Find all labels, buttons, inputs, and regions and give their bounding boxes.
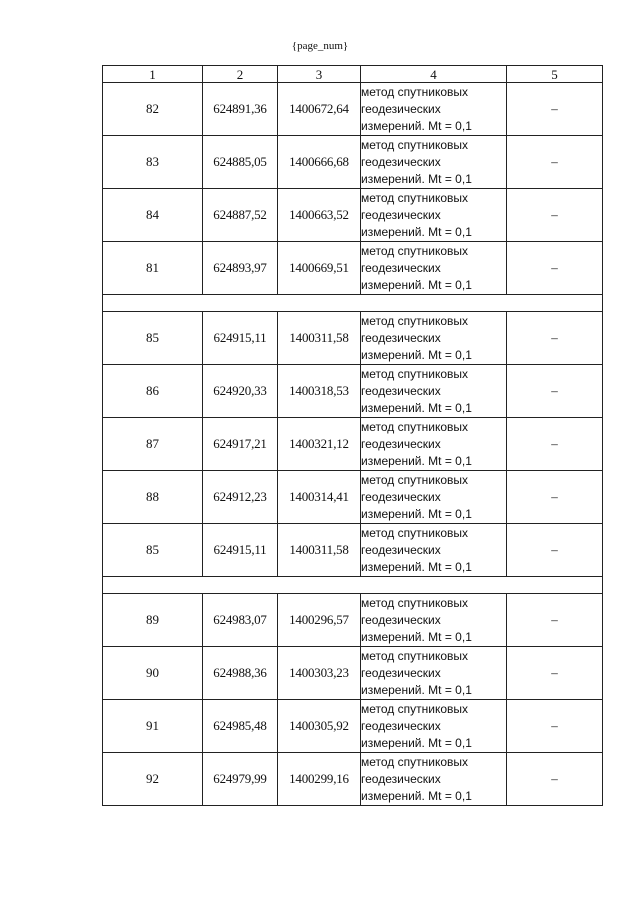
- point-number-cell: 81: [103, 242, 203, 295]
- y-coordinate-cell: 1400314,41: [278, 471, 361, 524]
- method-line: геодезических: [361, 436, 441, 451]
- method-cell: [361, 83, 507, 136]
- method-line: геодезических: [361, 330, 441, 345]
- page-number: {page_num}: [291, 40, 349, 52]
- method-cell: [361, 189, 507, 242]
- table-row: [103, 365, 603, 418]
- point-number-cell: 86: [103, 365, 203, 418]
- description-cell: –: [507, 365, 603, 418]
- header-col-4: 4: [361, 66, 507, 83]
- method-cell: [361, 524, 507, 577]
- description-cell: –: [507, 242, 603, 295]
- y-coordinate-cell: 1400303,23: [278, 647, 361, 700]
- method-line: измерений. Mt = 0,1: [361, 629, 472, 644]
- point-number-cell: 91: [103, 700, 203, 753]
- method-line: измерений. Mt = 0,1: [361, 559, 472, 574]
- header-col-2: 2: [203, 66, 278, 83]
- method-line: измерений. Mt = 0,1: [361, 277, 472, 292]
- method-cell: [361, 753, 507, 806]
- method-cell: [361, 365, 507, 418]
- description-cell: –: [507, 647, 603, 700]
- description-cell: –: [507, 594, 603, 647]
- table-row: [103, 700, 603, 753]
- table-row: [103, 471, 603, 524]
- method-line: геодезических: [361, 383, 441, 398]
- method-line: измерений. Mt = 0,1: [361, 682, 472, 697]
- y-coordinate-cell: 1400321,12: [278, 418, 361, 471]
- method-line: геодезических: [361, 207, 441, 222]
- x-coordinate-cell: 624983,07: [203, 594, 278, 647]
- method-line: геодезических: [361, 260, 441, 275]
- y-coordinate-cell: 1400311,58: [278, 524, 361, 577]
- point-number-cell: 83: [103, 136, 203, 189]
- description-cell: –: [507, 753, 603, 806]
- group-separator-cell: [103, 577, 603, 594]
- table-row: [103, 753, 603, 806]
- table-row: [103, 189, 603, 242]
- method-line: измерений. Mt = 0,1: [361, 788, 472, 803]
- x-coordinate-cell: 624988,36: [203, 647, 278, 700]
- y-coordinate-cell: 1400296,57: [278, 594, 361, 647]
- table-body: [103, 83, 603, 806]
- point-number-cell: 88: [103, 471, 203, 524]
- x-coordinate-cell: 624979,99: [203, 753, 278, 806]
- y-coordinate-cell: 1400305,92: [278, 700, 361, 753]
- method-line: метод спутниковых: [361, 595, 469, 610]
- y-coordinate-cell: 1400672,64: [278, 83, 361, 136]
- method-cell: [361, 700, 507, 753]
- header-col-1: 1: [103, 66, 203, 83]
- x-coordinate-cell: 624915,11: [203, 312, 278, 365]
- description-cell: –: [507, 136, 603, 189]
- description-cell: –: [507, 524, 603, 577]
- method-cell: [361, 471, 507, 524]
- y-coordinate-cell: 1400299,16: [278, 753, 361, 806]
- point-number-cell: 89: [103, 594, 203, 647]
- group-separator-row: [103, 577, 603, 594]
- description-cell: –: [507, 189, 603, 242]
- x-coordinate-cell: 624915,11: [203, 524, 278, 577]
- group-separator-row: [103, 295, 603, 312]
- method-line: метод спутниковых: [361, 366, 469, 381]
- table-row: [103, 83, 603, 136]
- method-cell: [361, 418, 507, 471]
- x-coordinate-cell: 624893,97: [203, 242, 278, 295]
- method-cell: [361, 594, 507, 647]
- x-coordinate-cell: 624887,52: [203, 189, 278, 242]
- description-cell: –: [507, 312, 603, 365]
- x-coordinate-cell: 624912,23: [203, 471, 278, 524]
- method-line: геодезических: [361, 101, 441, 116]
- method-line: метод спутниковых: [361, 84, 469, 99]
- point-number-cell: 84: [103, 189, 203, 242]
- description-cell: –: [507, 471, 603, 524]
- method-line: метод спутниковых: [361, 472, 469, 487]
- method-line: геодезических: [361, 489, 441, 504]
- point-number-cell: 87: [103, 418, 203, 471]
- y-coordinate-cell: 1400311,58: [278, 312, 361, 365]
- table-row: [103, 418, 603, 471]
- method-line: измерений. Mt = 0,1: [361, 118, 472, 133]
- method-line: метод спутниковых: [361, 190, 469, 205]
- method-line: метод спутниковых: [361, 701, 469, 716]
- x-coordinate-cell: 624891,36: [203, 83, 278, 136]
- point-number-cell: 85: [103, 524, 203, 577]
- method-line: геодезических: [361, 542, 441, 557]
- method-line: измерений. Mt = 0,1: [361, 347, 472, 362]
- header-col-3: 3: [278, 66, 361, 83]
- method-line: измерений. Mt = 0,1: [361, 400, 472, 415]
- method-line: метод спутниковых: [361, 137, 469, 152]
- method-cell: [361, 242, 507, 295]
- x-coordinate-cell: 624985,48: [203, 700, 278, 753]
- table-row: [103, 647, 603, 700]
- method-cell: [361, 136, 507, 189]
- description-cell: –: [507, 83, 603, 136]
- table-row: [103, 524, 603, 577]
- method-line: метод спутниковых: [361, 754, 469, 769]
- method-line: геодезических: [361, 612, 441, 627]
- method-line: геодезических: [361, 771, 441, 786]
- method-line: метод спутниковых: [361, 243, 469, 258]
- coordinates-table: [102, 65, 603, 806]
- description-cell: –: [507, 418, 603, 471]
- x-coordinate-cell: 624920,33: [203, 365, 278, 418]
- x-coordinate-cell: 624917,21: [203, 418, 278, 471]
- method-line: метод спутниковых: [361, 648, 469, 663]
- method-line: геодезических: [361, 718, 441, 733]
- point-number-cell: 92: [103, 753, 203, 806]
- x-coordinate-cell: 624885,05: [203, 136, 278, 189]
- method-line: измерений. Mt = 0,1: [361, 453, 472, 468]
- table-row: [103, 242, 603, 295]
- point-number-cell: 90: [103, 647, 203, 700]
- method-line: метод спутниковых: [361, 419, 469, 434]
- method-line: измерений. Mt = 0,1: [361, 171, 472, 186]
- group-separator-cell: [103, 295, 603, 312]
- table-row: [103, 594, 603, 647]
- y-coordinate-cell: 1400666,68: [278, 136, 361, 189]
- method-line: геодезических: [361, 154, 441, 169]
- method-line: измерений. Mt = 0,1: [361, 224, 472, 239]
- point-number-cell: 82: [103, 83, 203, 136]
- y-coordinate-cell: 1400318,53: [278, 365, 361, 418]
- method-cell: [361, 647, 507, 700]
- method-line: измерений. Mt = 0,1: [361, 735, 472, 750]
- method-line: метод спутниковых: [361, 525, 469, 540]
- table-row: [103, 136, 603, 189]
- point-number-cell: 85: [103, 312, 203, 365]
- description-cell: –: [507, 700, 603, 753]
- method-line: измерений. Mt = 0,1: [361, 506, 472, 521]
- header-row: [103, 66, 603, 83]
- method-line: геодезических: [361, 665, 441, 680]
- method-cell: [361, 312, 507, 365]
- y-coordinate-cell: 1400663,52: [278, 189, 361, 242]
- header-col-5: 5: [507, 66, 603, 83]
- y-coordinate-cell: 1400669,51: [278, 242, 361, 295]
- table-row: [103, 312, 603, 365]
- method-line: метод спутниковых: [361, 313, 469, 328]
